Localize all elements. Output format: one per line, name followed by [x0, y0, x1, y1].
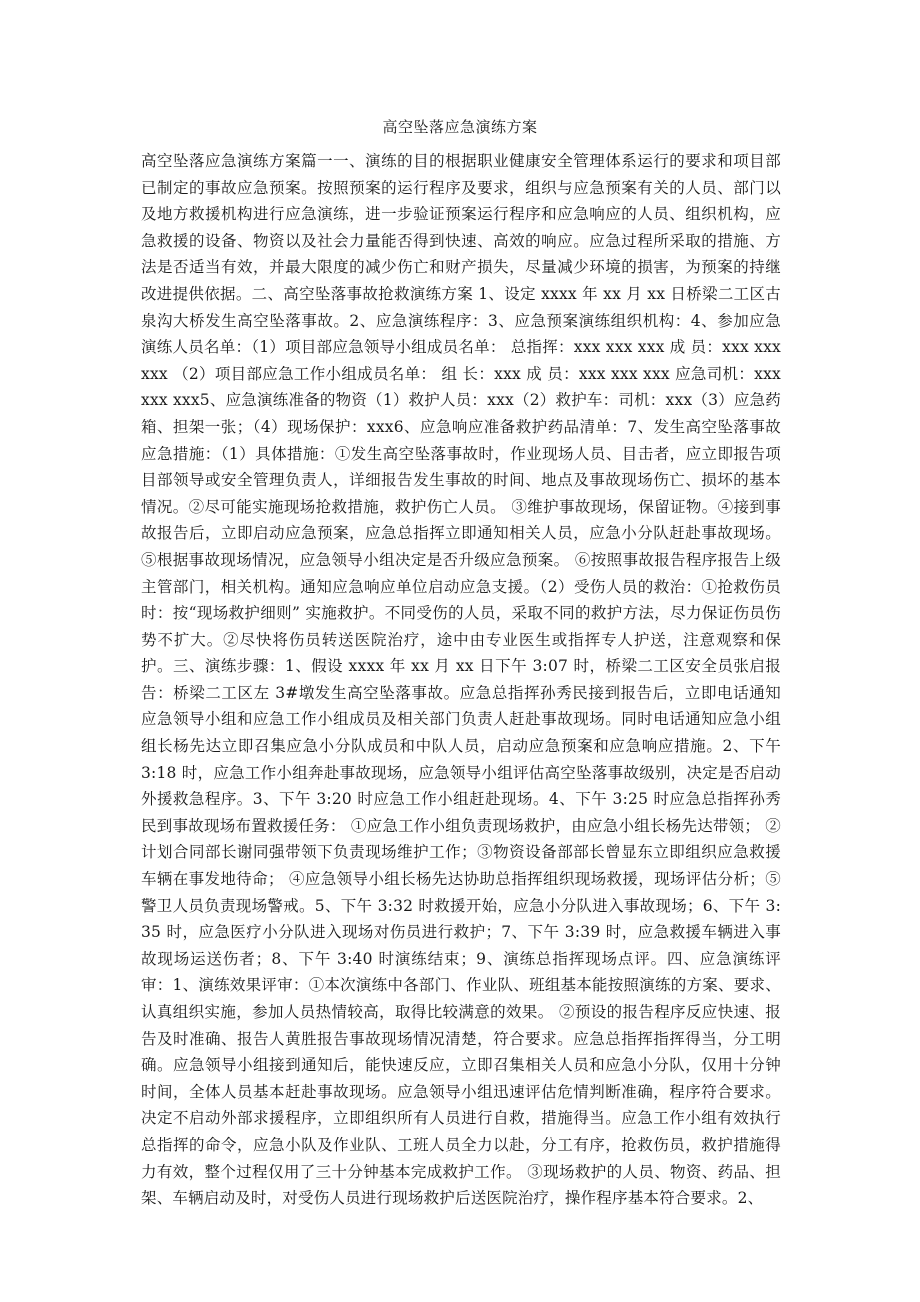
document-body-paragraph: 高空坠落应急演练方案篇一一、演练的目的根据职业健康安全管理体系运行的要求和项目部已制定的事故应急预案。按照预案的运行程序及要求，组织与应急预案有关的人员、部门以及地方救援机构进行应急演练，进一步验证预案运行程序和应急响应的人员、组织机构，应急救援的设备、物资以及社会力量能否得到快速、高效的响应。应急过程所采取的措施、方法是否适当有效，并最大限度的减少伤亡和财产损失，尽量减少环境的损害，为预案的持继改进提供依据。二、高空坠落事故抢救演练方案 1、设定 xxxx 年 xx 月 xx 日桥梁二工区古泉沟大桥发生高空坠落事故。2、应急演练程序：3、应急预案演练组织机构：4、参加应急演练人员名单：（1）项目部应急领导小组成员名单： 总指挥：xxx xxx xxx 成 员：xxx xxx xxx （2）项目部应急工作小组成员名单： 组 长：xxx 成 员：xxx xxx xxx 应急司机：xxx xxx xxx5、应急演练准备的物资（1）救护人员：xxx（2）救护车：司机：xxx（3）应急药箱、担架一张；（4）现场保护：xxx6、应急响应准备救护药品清单：7、发生高空坠落事故应急措施：（1）具体措施：①发生高空坠落事故时，作业现场人员、目击者，应立即报告项目部领导或安全管理负责人，详细报告发生事故的时间、地点及事故现场伤亡、损坏的基本情况。②尽可能实施现场抢救措施，救护伤亡人员。 ③维护事故现场，保留证物。④接到事故报告后，立即启动应急预案，应急总指挥立即通知相关人员，应急小分队赶赴事故现场。⑤根据事故现场情况，应急领导小组决定是否升级应急预案。 ⑥按照事故报告程序报告上级主管部门，相关机构。通知应急响应单位启动应急支援。（2）受伤人员的救治：①抢救伤员时：按“现场救护细则” 实施救护。不同受伤的人员，采取不同的救护方法，尽力保证伤员伤势不扩大。②尽快将伤员转送医院治疗，途中由专业医生或指挥专人护送，注意观察和保护。三、演练步骤：1、假设 xxxx 年 xx 月 xx 日下午 3:07 时，桥梁二工区安全员张启报告：桥梁二工区左 3#墩发生高空坠落事故。应急总指挥孙秀民接到报告后，立即电话通知应急领导小组和应急工作小组成员及相关部门负责人赶赴事故现场。同时电话通知应急小组组长杨先达立即召集应急小分队成员和中队人员，启动应急预案和应急响应措施。2、下午 3:18 时，应急工作小组奔赴事故现场，应急领导小组评估高空坠落事故级别，决定是否启动外援救急程序。3、下午 3:20 时应急工作小组赶赴现场。4、下午 3:25 时应急总指挥孙秀民到事故现场布置救援任务： ①应急工作小组负责现场救护，由应急小组长杨先达带领； ②计划合同部长谢同强带领下负责现场维护工作；③物资设备部部长曾显东立即组织应急救援车辆在事发地待命； ④应急领导小组长杨先达协助总指挥组织现场救援，现场评估分析；⑤警卫人员负责现场警戒。5、下午 3:32 时救援开始，应急小分队进入事故现场；6、下午 3:35 时，应急医疗小分队进入现场对伤员进行救护；7、下午 3:39 时，应急救援车辆进入事故现场运送伤者；8、下午 3:40 时演练结束；9、演练总指挥现场点评。四、应急演练评审：1、演练效果评审：①本次演练中各部门、作业队、班组基本能按照演练的方案、要求、认真组织实施，参加人员热情较高，取得比较满意的效果。 ②预设的报告程序反应快速、报告及时准确、报告人黄胜报告事故现场情况清楚，符合要求。应急总指挥指挥得当，分工明确。应急领导小组接到通知后，能快速反应，立即召集相关人员和应急小分队，仅用十分钟时间，全体人员基本赶赴事故现场。应急领导小组迅速评估危情判断准确，程序符合要求。决定不启动外部求援程序，立即组织所有人员进行自救，措施得当。应急工作小组有效执行总指挥的命令，应急小队及作业队、工班人员全力以赴，分工有序，抢救伤员，救护措施得力有效，整个过程仅用了三十分钟基本完成救护工作。 ③现场救护的人员、物资、药品、担架、车辆启动及时，对受伤人员进行现场救护后送医院治疗，操作程序基本符合要求。2、	[141, 152, 781, 1208]
document-title: 高空坠落应急演练方案	[382, 118, 538, 136]
